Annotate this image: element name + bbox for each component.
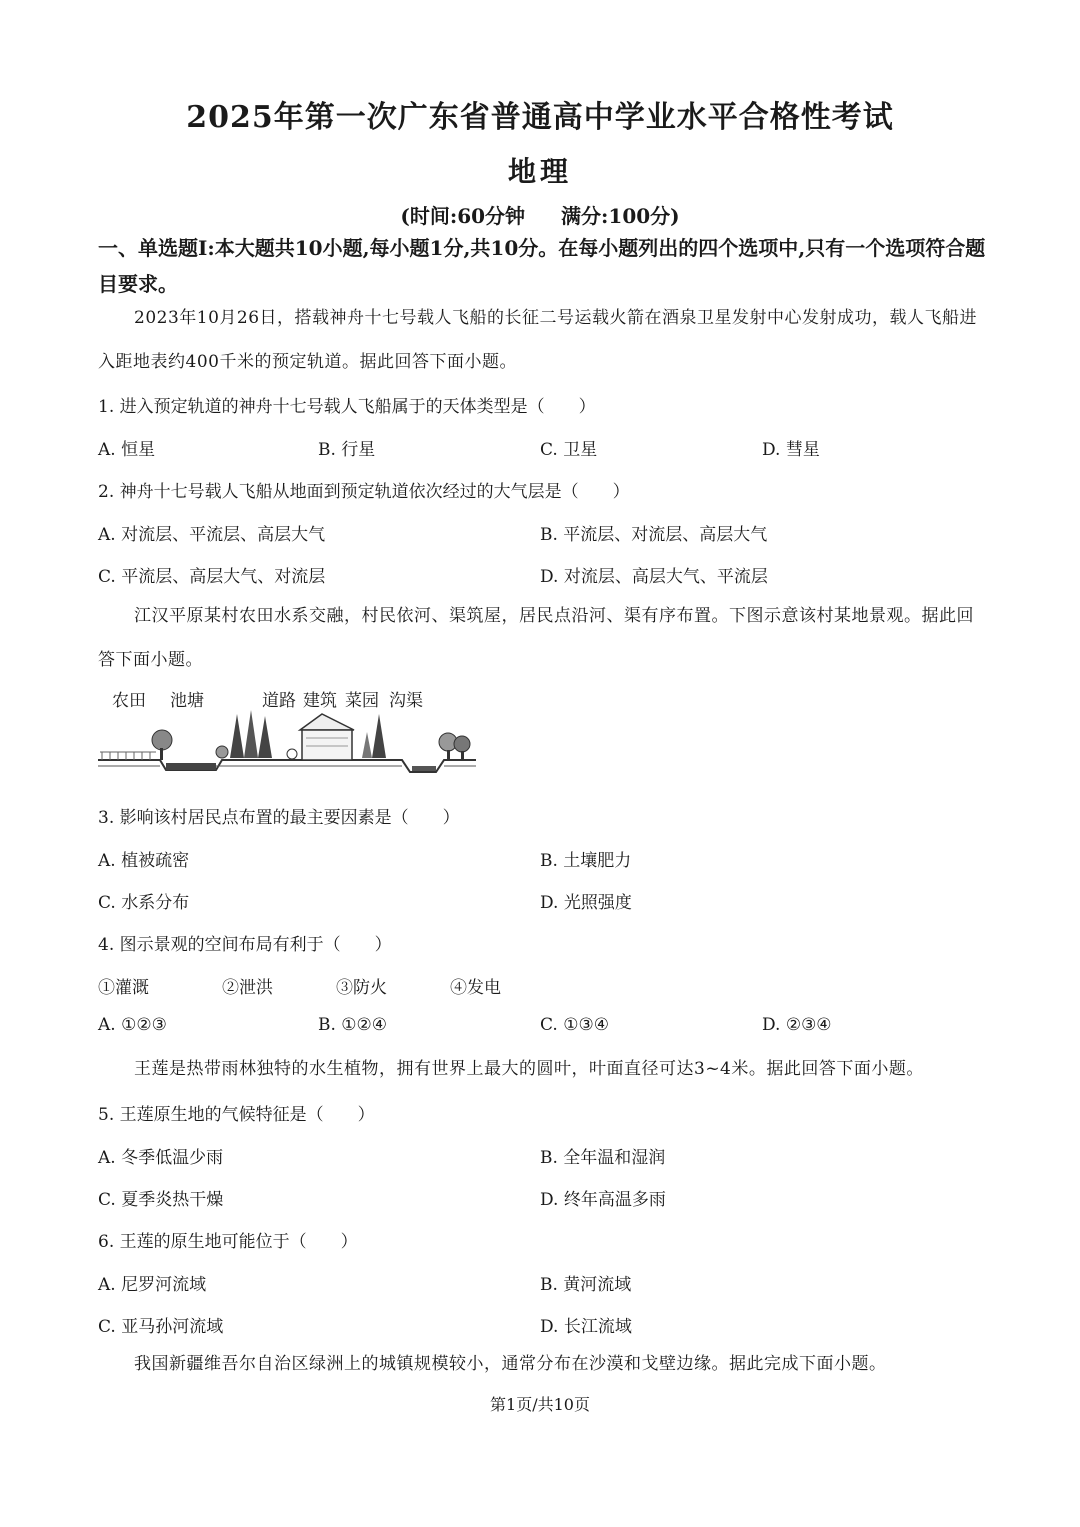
exam-info [0,200,1080,229]
q3-option-b: B. 土壤肥力 [540,851,632,871]
question-2-stem: 2. 神舟十七号载人飞船从地面到预定轨道依次经过的大气层是（ ） [98,482,630,502]
passage-2: 江汉平原某村农田水系交融，村民依河、渠筑屋，居民点沿河、渠有序布置。下图示意该村某地景观。据此回答下面小题。 [98,606,974,670]
page-title: 2025年第一次广东省普通高中学业水平合格性考试 [186,100,894,135]
passage-3: 王莲是热带雨林独特的水生植物，拥有世界上最大的圆叶，叶面直径可达3~4米。据此回答下面小题。 [134,1059,924,1079]
q4-option-d: D. ②③④ [762,1015,832,1035]
q6-option-a: A. 尼罗河流域 [98,1275,207,1295]
q4-item-3: ③防火 [336,978,387,998]
q4-option-c: C. ①③④ [540,1015,609,1035]
q6-option-b: B. 黄河流域 [540,1275,632,1295]
q6-option-d: D. 长江流域 [540,1317,632,1337]
village-landscape-figure [96,708,480,778]
q1-option-a: A. 恒星 [98,440,156,460]
q5-option-b: B. 全年温和湿润 [540,1148,666,1168]
figure-label-pond: 池塘 [170,691,204,711]
figure-label-building: 建筑 [303,691,337,711]
subject-title: 地理 [507,155,572,188]
q3-option-c: C. 水系分布 [98,893,190,913]
q1-option-b: B. 行星 [318,440,376,460]
q3-option-a: A. 植被疏密 [98,851,190,871]
q5-option-a: A. 冬季低温少雨 [98,1148,224,1168]
time-limit: (时间:60分钟 [400,204,526,228]
q4-item-2: ②泄洪 [222,978,273,998]
figure-label-ditch: 沟渠 [389,691,423,711]
question-3-stem: 3. 影响该村居民点布置的最主要因素是（ ） [98,808,460,828]
passage-1: 2023年10月26日，搭载神舟十七号载人飞船的长征二号运载火箭在酒泉卫星发射中心发射成功，载人飞船进入距地表约400千米的预定轨道。据此回答下面小题。 [98,308,978,372]
page-number: 第1页/共10页 [490,1395,590,1414]
q5-option-d: D. 终年高温多雨 [540,1190,666,1210]
passage-4: 我国新疆维吾尔自治区绿洲上的城镇规模较小，通常分布在沙漠和戈壁边缘。据此完成下面小题。 [134,1354,887,1374]
q4-item-1: ①灌溉 [98,978,149,998]
q4-option-a: A. ①②③ [98,1015,167,1035]
q2-option-b: B. 平流层、对流层、高层大气 [540,525,768,545]
q2-option-c: C. 平流层、高层大气、对流层 [98,567,326,587]
figure-label-garden: 菜园 [345,691,379,711]
question-1-stem: 1. 进入预定轨道的神舟十七号载人飞船属于的天体类型是（ ） [98,397,596,417]
q5-option-c: C. 夏季炎热干燥 [98,1190,224,1210]
figure-label-farmland: 农田 [112,691,146,711]
figure-label-road: 道路 [262,691,296,711]
q2-option-a: A. 对流层、平流层、高层大气 [98,525,326,545]
q4-option-b: B. ①②④ [318,1015,388,1035]
full-score: 满分:100分) [561,204,680,228]
q2-option-d: D. 对流层、高层大气、平流层 [540,567,768,587]
q6-option-c: C. 亚马孙河流域 [98,1317,224,1337]
q1-option-d: D. 彗星 [762,440,820,460]
q1-option-c: C. 卫星 [540,440,598,460]
question-6-stem: 6. 王莲的原生地可能位于（ ） [98,1232,358,1252]
q4-item-4: ④发电 [450,978,501,998]
q3-option-d: D. 光照强度 [540,893,632,913]
question-5-stem: 5. 王莲原生地的气候特征是（ ） [98,1105,375,1125]
question-4-stem: 4. 图示景观的空间布局有利于（ ） [98,935,392,955]
section-heading: 一、单选题I:本大题共10小题,每小题1分,共10分。在每小题列出的四个选项中,只有一个选项符合题目要求。 [98,236,986,296]
